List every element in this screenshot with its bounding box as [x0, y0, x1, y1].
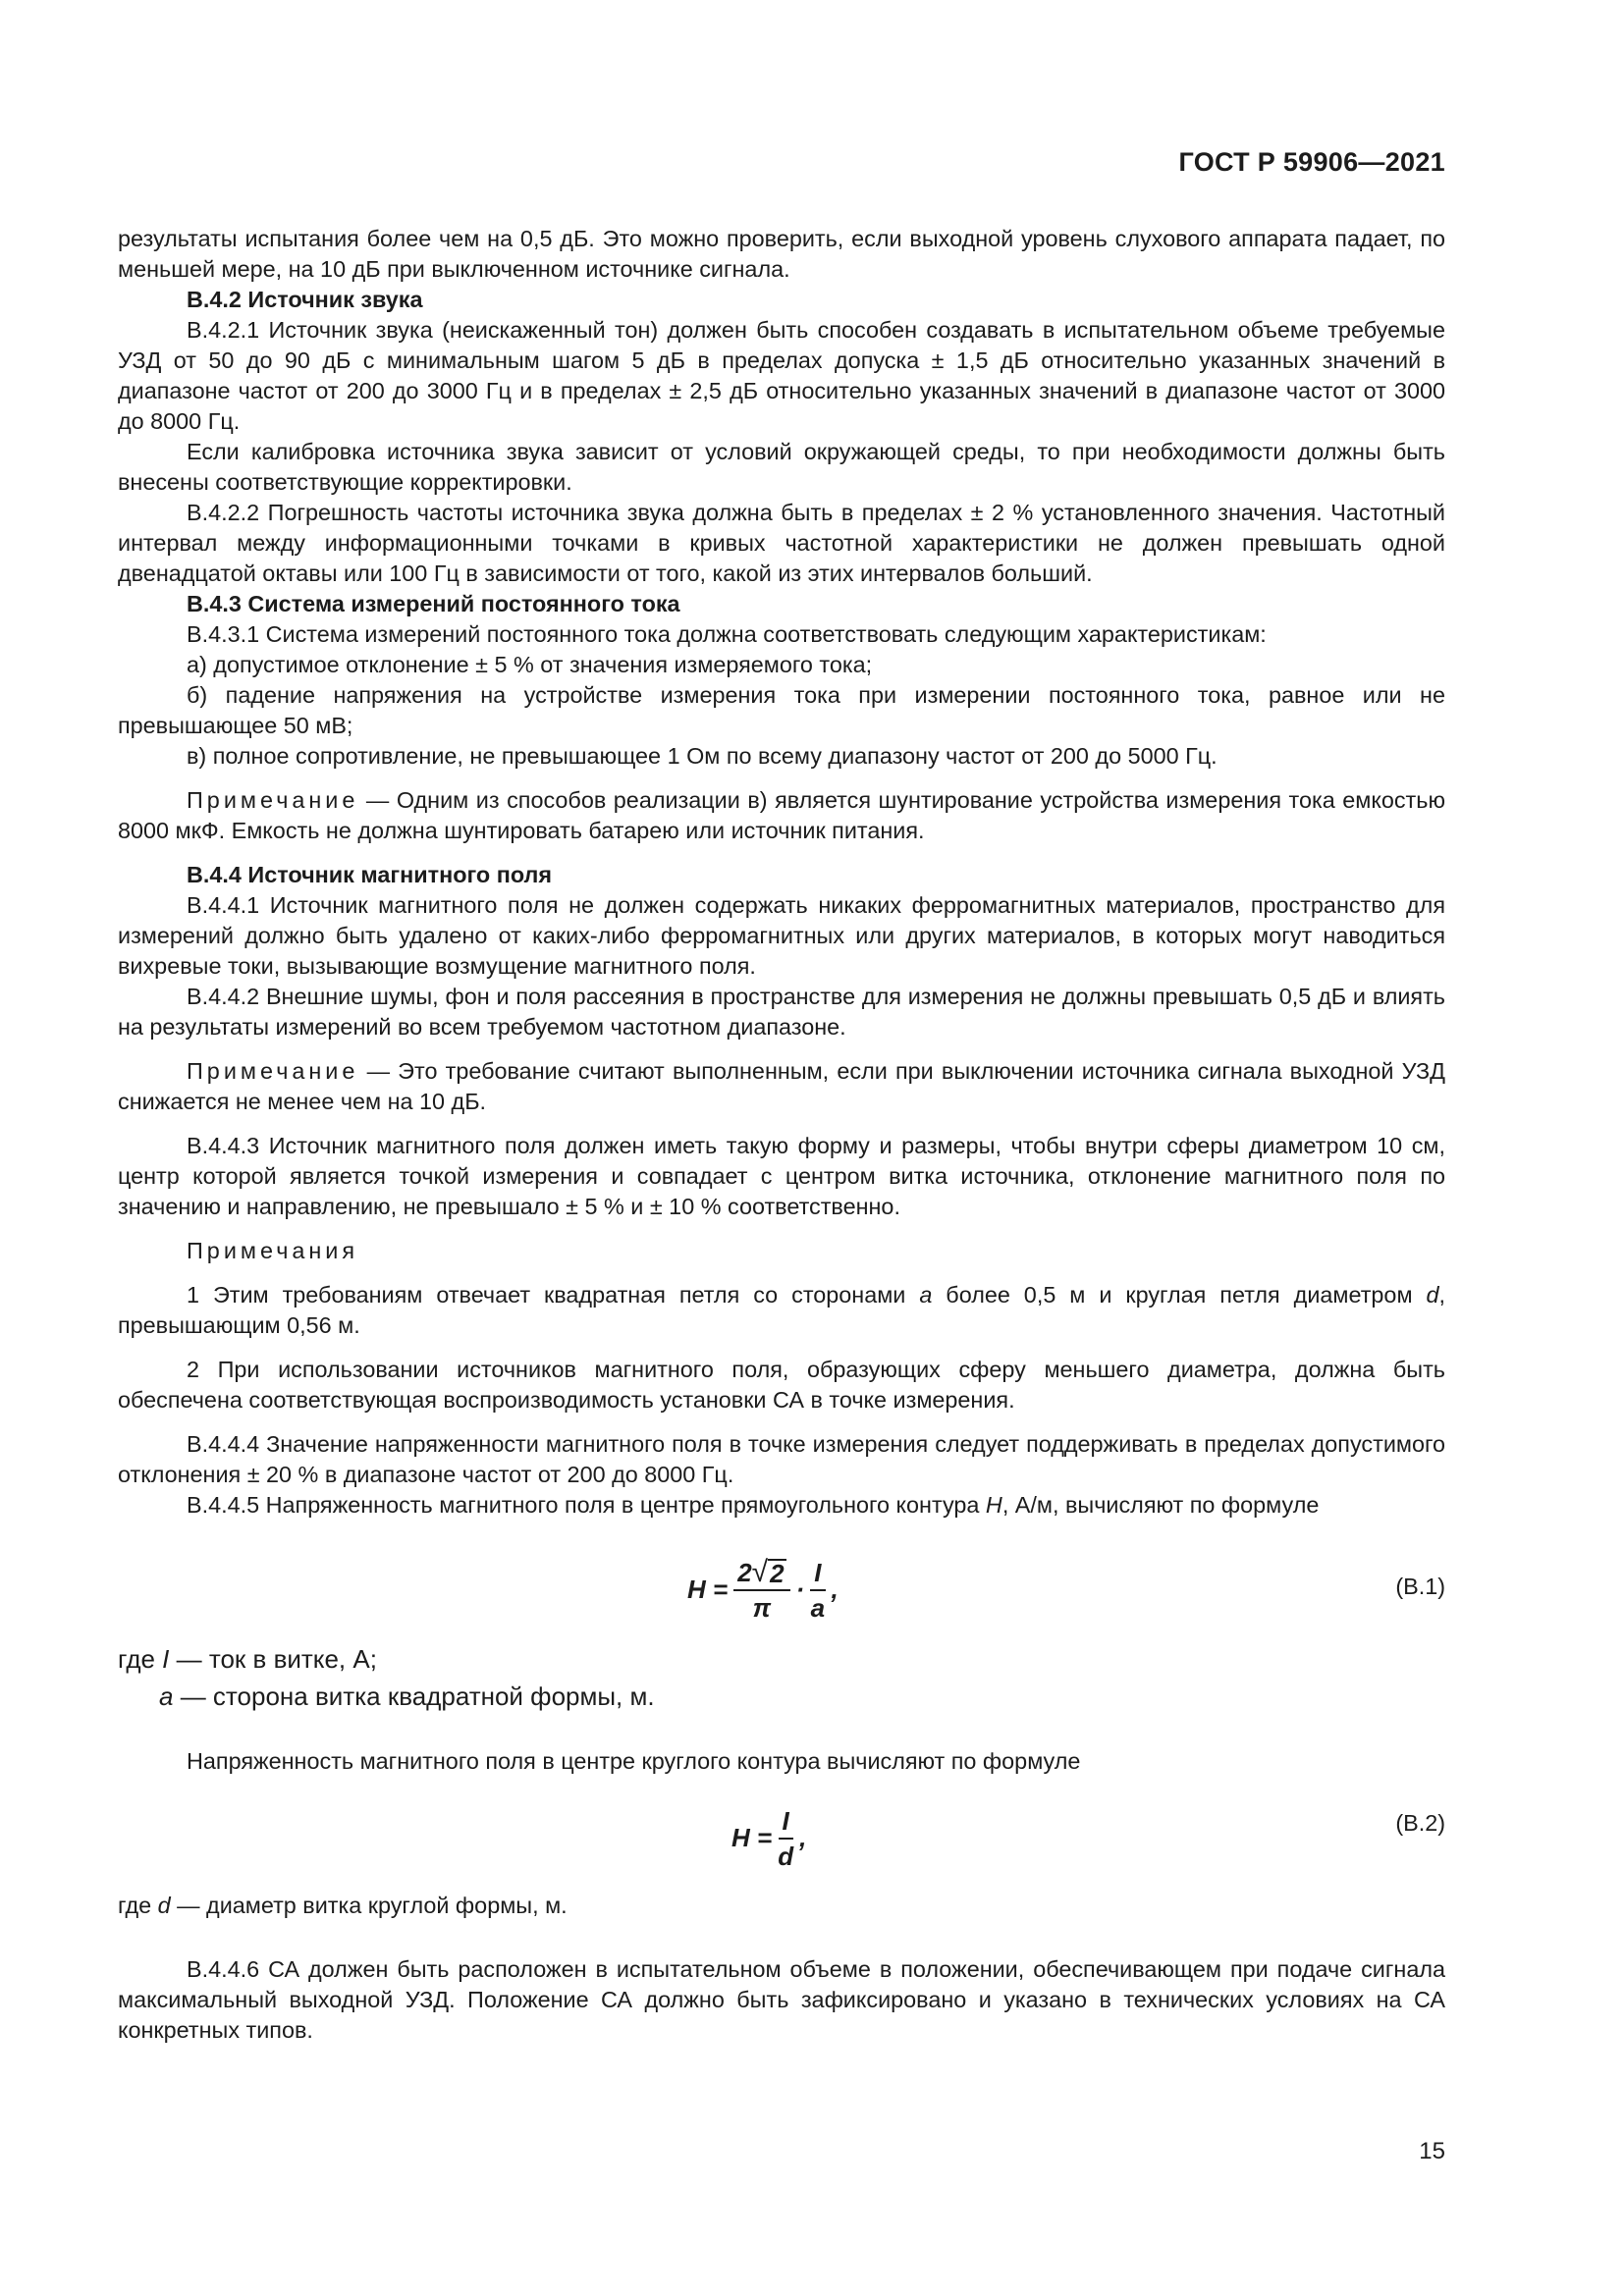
fraction: [778, 1806, 793, 1869]
note-label: Примечание: [187, 787, 359, 813]
note-text: 1 Этим требованиям отвечает квадратная петля со сторонами: [187, 1282, 920, 1308]
text: В.4.4.5 Напряженность магнитного поля в центре прямоугольного контура: [187, 1492, 986, 1518]
note-text: , превышающим 0,56 м.: [118, 1282, 1445, 1338]
variable: H: [985, 1492, 1002, 1518]
fraction-numerator: I: [810, 1558, 825, 1591]
sqrt: [751, 1556, 786, 1588]
radicand: 2: [770, 1559, 785, 1588]
paragraph: В.4.2.1 Источник звука (неискаженный тон) должен быть способен создавать в испытательном объеме требуемые УЗД от 50 до 90 дБ с минимальным шагом 5 дБ в пределах допуска ± 1,5 дБ относительно указанных значений в диапазоне частот от 200 до 3000 Гц и в пределах ± 2,5 дБ относительно указанных значений в диапазоне частот от 3000 до 8000 Гц.: [118, 317, 1445, 434]
section-heading-b44: В.4.4 Источник магнитного поля: [187, 862, 553, 887]
list-item: б) падение напряжения на устройстве измерения тока при измерении постоянного тока, равное или не превышающее 50 мВ;: [118, 682, 1445, 738]
variable: d: [1426, 1282, 1439, 1308]
variable: a: [159, 1682, 174, 1711]
section-heading-b42: В.4.2 Источник звука: [187, 287, 423, 312]
note: [118, 1056, 1445, 1117]
paragraph: Если калибровка источника звука зависит от условий окружающей среды, то при необходимости должны быть внесены соответствующие корректировки.: [118, 439, 1445, 495]
paragraph: Напряженность магнитного поля в центре круглого контура вычисляют по формуле: [187, 1748, 1081, 1774]
note-item: [118, 1280, 1445, 1341]
paragraph: результаты испытания более чем на 0,5 дБ. Это можно проверить, если выходной уровень слухового аппарата падает, по меньшей мере, на 10 дБ при выключенном источнике сигнала.: [118, 226, 1445, 282]
text: , А/м, вычисляют по формуле: [1001, 1492, 1320, 1518]
formula-comma: ,: [831, 1574, 839, 1604]
note-text: — Это требование считают выполненным, если при выключении источника сигнала выходной УЗД снижается не менее чем на 10 дБ.: [118, 1058, 1445, 1114]
fraction-denominator: π: [752, 1593, 772, 1623]
formula-lhs: H =: [687, 1574, 729, 1604]
formula-comma: ,: [799, 1822, 807, 1852]
fraction-numerator: I: [779, 1806, 793, 1840]
paragraph: В.4.4.6 СА должен быть расположен в испытательном объеме в положении, обеспечивающем при подаче сигнала максимальный выходной УЗД. Положение СА должно быть зафиксировано и указано в технических условиях на СА конкретных типов.: [118, 1956, 1445, 2043]
legend-line: [118, 1640, 1445, 1678]
legend-line: [118, 1891, 1445, 1921]
fraction-denominator: d: [778, 1842, 794, 1871]
fraction-numerator: [733, 1558, 789, 1591]
document-code: ГОСТ Р 59906—2021: [1178, 147, 1445, 177]
paragraph: В.4.2.2 Погрешность частоты источника звука должна быть в пределах ± 2 % установленного значения. Частотный интервал между информационными точками в кривых частотной характеристики не должен превышать одной двенадцатой октавы или 100 Гц в зависимости от того, какой из этих интервалов больший.: [118, 500, 1445, 586]
note-label: Примечание: [187, 1058, 359, 1084]
formula-expression: [687, 1542, 839, 1636]
formula-b1: [118, 1542, 1445, 1636]
text: — сторона витка квадратной формы, м.: [173, 1682, 655, 1711]
text: — ток в витке, А;: [169, 1644, 377, 1674]
paragraph: В.4.4.3 Источник магнитного поля должен иметь такую форму и размеры, чтобы внутри сферы диаметром 10 см, центр которой является точкой измерения и совпадает с центром витка источника, отклонение магнитного поля по значению и направлению, не превышало ± 5 % и ± 10 % соответственно.: [118, 1133, 1445, 1219]
page-number: 15: [1419, 2138, 1445, 2164]
variable: I: [162, 1644, 170, 1674]
fraction: [810, 1558, 825, 1621]
paragraph: [118, 1490, 1445, 1521]
fraction-denominator: a: [810, 1593, 826, 1623]
sqrt-icon: √: [751, 1556, 769, 1588]
note: [118, 785, 1445, 846]
legend-line: [118, 1678, 1445, 1715]
section-heading-b43: В.4.3 Система измерений постоянного тока: [187, 591, 680, 616]
multiply-dot: ·: [795, 1574, 805, 1604]
paragraph: В.4.3.1 Система измерений постоянного тока должна соответствовать следующим характеристикам:: [187, 621, 1267, 647]
paragraph: В.4.4.1 Источник магнитного поля не должен содержать никаких ферромагнитных материалов, пространство для измерений должно быть удалено от каких-либо ферромагнитных или других материалов, в которых могут наводиться вихревые токи, вызывающие возмущение магнитного поля.: [118, 892, 1445, 979]
text: где: [118, 1644, 163, 1674]
text: — диаметр витка круглой формы, м.: [170, 1893, 568, 1918]
formula-b2: [118, 1790, 1445, 1885]
list-item: в) полное сопротивление, не превышающее 1 Ом по всему диапазону частот от 200 до 5000 Гц.: [187, 743, 1218, 769]
note-item: 2 При использовании источников магнитного поля, образующих сферу меньшего диаметра, должна быть обеспечена соответствующая воспроизводимость установки СА в точке измерения.: [118, 1357, 1445, 1413]
formula-number: (В.1): [1395, 1574, 1445, 1599]
list-item: а) допустимое отклонение ± 5 % от значения измеряемого тока;: [187, 652, 873, 677]
coefficient: 2: [737, 1558, 752, 1587]
paragraph: В.4.4.4 Значение напряженности магнитного поля в точке измерения следует поддерживать в пределах допустимого отклонения ± 20 % в диапазоне частот от 200 до 8000 Гц.: [118, 1431, 1445, 1487]
variable: a: [919, 1282, 933, 1308]
document-body: [118, 224, 1445, 2046]
fraction: [733, 1558, 789, 1621]
formula-lhs: H =: [731, 1822, 773, 1852]
formula-expression: [731, 1790, 806, 1885]
text: где: [118, 1893, 158, 1918]
note-text: более 0,5 м и круглая петля диаметром: [932, 1282, 1427, 1308]
notes-label: Примечания: [187, 1238, 359, 1263]
formula-number: (В.2): [1395, 1810, 1445, 1836]
paragraph: В.4.4.2 Внешние шумы, фон и поля рассеяния в пространстве для измерения не должны превышать 0,5 дБ и влиять на результаты измерений во всем требуемом частотном диапазоне.: [118, 984, 1445, 1040]
variable: d: [157, 1893, 171, 1918]
note-text: — Одним из способов реализации в) является шунтирование устройства измерения тока емкостью 8000 мкФ. Емкость не должна шунтировать батарею или источник питания.: [118, 787, 1445, 843]
